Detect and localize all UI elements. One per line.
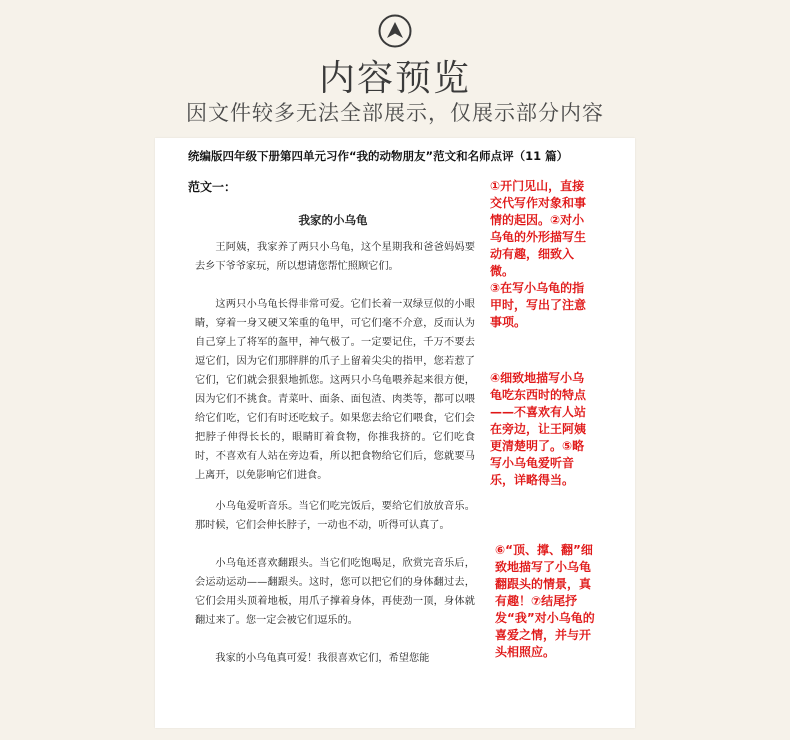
page-title: 内容预览 <box>318 58 471 99</box>
teacher-note: ①开门见山，直接交代写作对象和事情的起因。②对小乌龟的外形描写生动有趣，细致入微。 <box>490 179 587 278</box>
document-title: 统编版四年级下册第四单元习作“我的动物朋友”范文和名师点评（11 篇） <box>188 149 569 163</box>
paragraph: 小乌龟还喜欢翻跟头。当它们吃饱喝足，欣赏完音乐后，会运动运动——翻跟头。这时，您可以把它们的身体翻过去，它们会用头顶着地板，用爪子撑着身体，再使劲一顶，身体就翻过来了。您一定会被它们逗乐的。 <box>195 558 475 626</box>
compass-arrow-icon <box>378 14 412 48</box>
story-title: 我家的小乌龟 <box>298 213 368 227</box>
paragraph: 这两只小乌龟长得非常可爱。它们长着一双绿豆似的小眼睛，穿着一身又硬又笨重的龟甲，可它们毫不介意，反而认为自己穿上了将军的盔甲，神气极了。一定要记住，千万不要去逗它们，因为它们那胖胖的爪子上留着尖尖的指甲，您若惹了它们，它们就会狠狠地抓您。这两只小乌龟喂养起来很方便，因为它们不挑食。青菜叶、面条、面包渣、肉类等，都可以喂给它们吃，它们有时还吃蚊子。如果您去给它们喂食，它们会把脖子伸得长长的，眼睛盯着食物，你推我挤的。它们吃食时，不喜欢有人站在旁边看，所以把食物给它们后，您就要马上离开，以免影响它们进食。 <box>195 299 475 481</box>
teacher-note: ⑥“顶、撑、翻”细致地描写了小乌龟翻跟头的情景，真有趣！⑦结尾抒发“我”对小乌龟的喜爱之情，并与开头相照应。 <box>495 543 595 659</box>
teacher-note: ④细致地描写小乌龟吃东西时的特点——不喜欢有人站在旁边，让王阿姨更清楚明了。⑤略写小乌龟爱听音乐，详略得当。 <box>490 371 587 487</box>
paragraph: 王阿姨，我家养了两只小乌龟，这个星期我和爸爸妈妈要去乡下爷爷家玩，所以想请您帮忙照顾它们。 <box>195 242 475 272</box>
section-label: 范文一： <box>188 180 237 194</box>
paragraph: 小乌龟爱听音乐。当它们吃完饭后，要给它们放放音乐。那时候，它们会伸长脖子，一动也不动，听得可认真了。 <box>195 501 475 531</box>
paragraph: 我家的小乌龟真可爱！我很喜欢它们，希望您能 <box>215 653 430 664</box>
page-subtitle: 因文件较多无法全部展示，仅展示部分内容 <box>186 101 604 125</box>
document-preview <box>155 138 635 728</box>
story-body <box>195 238 475 687</box>
teacher-note: ③在写小乌龟的指甲时，写出了注意事项。 <box>490 281 587 329</box>
